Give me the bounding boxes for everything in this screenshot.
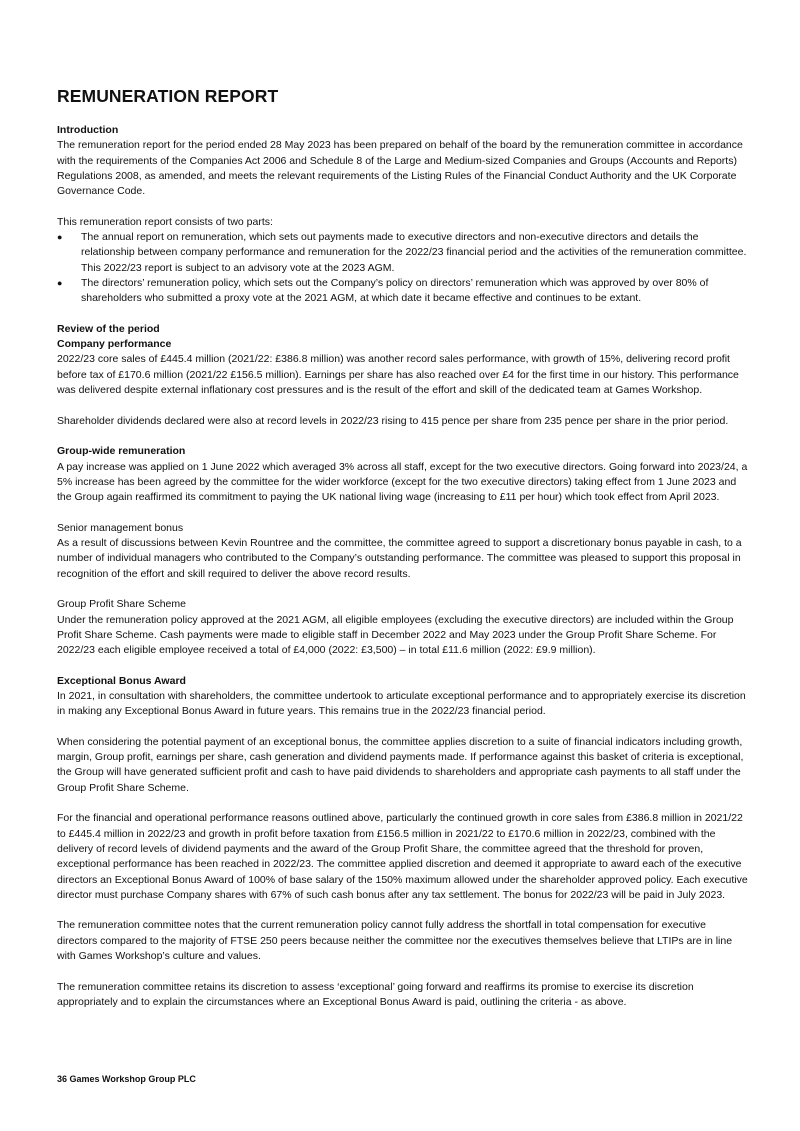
paragraph: This remuneration report consists of two parts: — [57, 215, 273, 228]
list-item — [57, 276, 749, 307]
paragraph: The remuneration committee notes that the current remuneration policy cannot fully address the shortfall in total compensation for executive directors compared to the majority of FTSE 250 peers because neither the committee nor the executives themselves believe that LTIPs are in line with Games Workshop’s culture and values. — [57, 919, 733, 963]
paragraph: When considering the potential payment of an exceptional bonus, the committee applies discretion to a suite of financial indicators including growth, margin, Group profit, earnings per share, cash generation and dividend payments made. If performance against this basket of criteria is exceptional, the Group will have generated sufficient profit and cash to have paid dividends to shareholders and appropriate cash payments to all staff under the Group Profit Share Scheme. — [57, 735, 744, 794]
paragraph: In 2021, in consultation with shareholders, the committee undertook to articulate exceptional performance and to appropriately exercise its discretion in making any Exceptional Bonus Award in future years. This remains true in the 2022/23 financial period. — [57, 689, 746, 718]
page-title: REMUNERATION REPORT — [57, 86, 279, 106]
section-heading-introduction: Introduction — [57, 124, 119, 136]
subheading-group-profit-share: Group Profit Share Scheme — [57, 598, 186, 611]
section-heading-review: Review of the period — [57, 322, 160, 335]
page-footer: 36 Games Workshop Group PLC — [57, 1074, 196, 1084]
paragraph: As a result of discussions between Kevin Rountree and the committee, the committee agreed to support a discretionary bonus payable in cash, to a number of individual managers who contributed to the Company’s outstanding performance. The committee was pleased to support this proposal in recognition of the effort and skill required to deliver the above record results. — [57, 537, 742, 580]
list-item — [57, 230, 749, 276]
subheading-senior-management-bonus: Senior management bonus — [57, 521, 184, 534]
bullet-icon: ● — [57, 277, 63, 288]
paragraph: The remuneration report for the period ended 28 May 2023 has been prepared on behalf of the board by the remuneration committee in accordance with the requirements of the Companies Act 2006 and Schedule 8 of the Large and Medium-sized Companies and Groups (Accounts and Reports) Regulations 2008, as amended, and meets the relevant requirements of the Listing Rules of the Financial Conduct Authority and the UK Corporate Governance Code. — [57, 139, 743, 198]
paragraph: Shareholder dividends declared were also at record levels in 2022/23 rising to 415 pence per share from 235 pence per share in the prior period. — [57, 414, 729, 427]
paragraph: For the financial and operational performance reasons outlined above, particularly the continued growth in core sales from £386.8 million in 2021/22 to £445.4 million in 2022/23 and growth in profit before taxation from £156.5 million in 2021/22 to £170.6 million in 2022/23, combined with the delivery of record levels of dividend payments and the award of the Group Profit Share, the committee agreed that the threshold for proven, exceptional performance has been reached in 2022/23. The committee applied discretion and deemed it appropriate to award each of the executive directors an Exceptional Bonus Award of 100% of base salary of the 150% maximum allowed under the shareholder approved policy. Each executive director must purchase Company shares with 67% of such cash bonus after any tax settlement. The bonus for 2022/23 will be paid in July 2023. — [57, 812, 748, 901]
paragraph: 2022/23 core sales of £445.4 million (2021/22: £386.8 million) was another record sales performance, with growth of 15%, delivering record profit before tax of £170.6 million (2021/22 £156.5 million). Earnings per share has also reached over £4 for the first time in our history. This performance was delivered despite external inflationary cost pressures and is the result of the effort and skill of the dedicated team at Games Workshop. — [57, 353, 739, 397]
paragraph: A pay increase was applied on 1 June 2022 which averaged 3% across all staff, except for the two executive directors. Going forward into 2023/24, a 5% increase has been agreed by the committee for the wider workforce (except for the two executive directors) taking effect from 1 June 2023 and the Group again reaffirmed its commitment to paying the UK national living wage (increasing to £11 per hour) which took effect from April 2023. — [57, 460, 748, 504]
bullet-icon: ● — [57, 232, 63, 243]
section-heading-exceptional-bonus: Exceptional Bonus Award — [57, 674, 186, 687]
list-item-text: The annual report on remuneration, which sets out payments made to executive directors and non-executive directors and details the relationship between company performance and remuneration for the 2022/23 financial period and the activities of the remuneration committee. This 2022/23 report is subject to an advisory vote at the 2023 AGM. — [81, 231, 747, 274]
paragraph: Under the remuneration policy approved at the 2021 AGM, all eligible employees (excluding the executive directors) are included within the Group Profit Share Scheme. Cash payments were made to eligible staff in December 2022 and May 2023 under the Group Profit Share Scheme. For 2022/23 each eligible employee received a total of £4,000 (2022: £3,500) – in total £11.6 million (2022: £9.9 million). — [57, 613, 734, 657]
list-item-text: The directors’ remuneration policy, which sets out the Company’s policy on directors’ remuneration which was approved by over 80% of shareholders who submitted a proxy vote at the 2021 AGM, at which date it became effective and continues to be extant. — [81, 276, 709, 305]
paragraph: The remuneration committee retains its discretion to assess ‘exceptional’ going forward and reaffirms its promise to exercise its discretion appropriately and to explain the circumstances where an Exceptional Bonus Award is paid, outlining the criteria - as above. — [57, 980, 694, 1008]
section-heading-group-wide-remuneration: Group-wide remuneration — [57, 445, 186, 458]
bullet-list — [57, 230, 749, 306]
report-body — [57, 123, 749, 1010]
subheading-company-performance: Company performance — [57, 338, 172, 351]
